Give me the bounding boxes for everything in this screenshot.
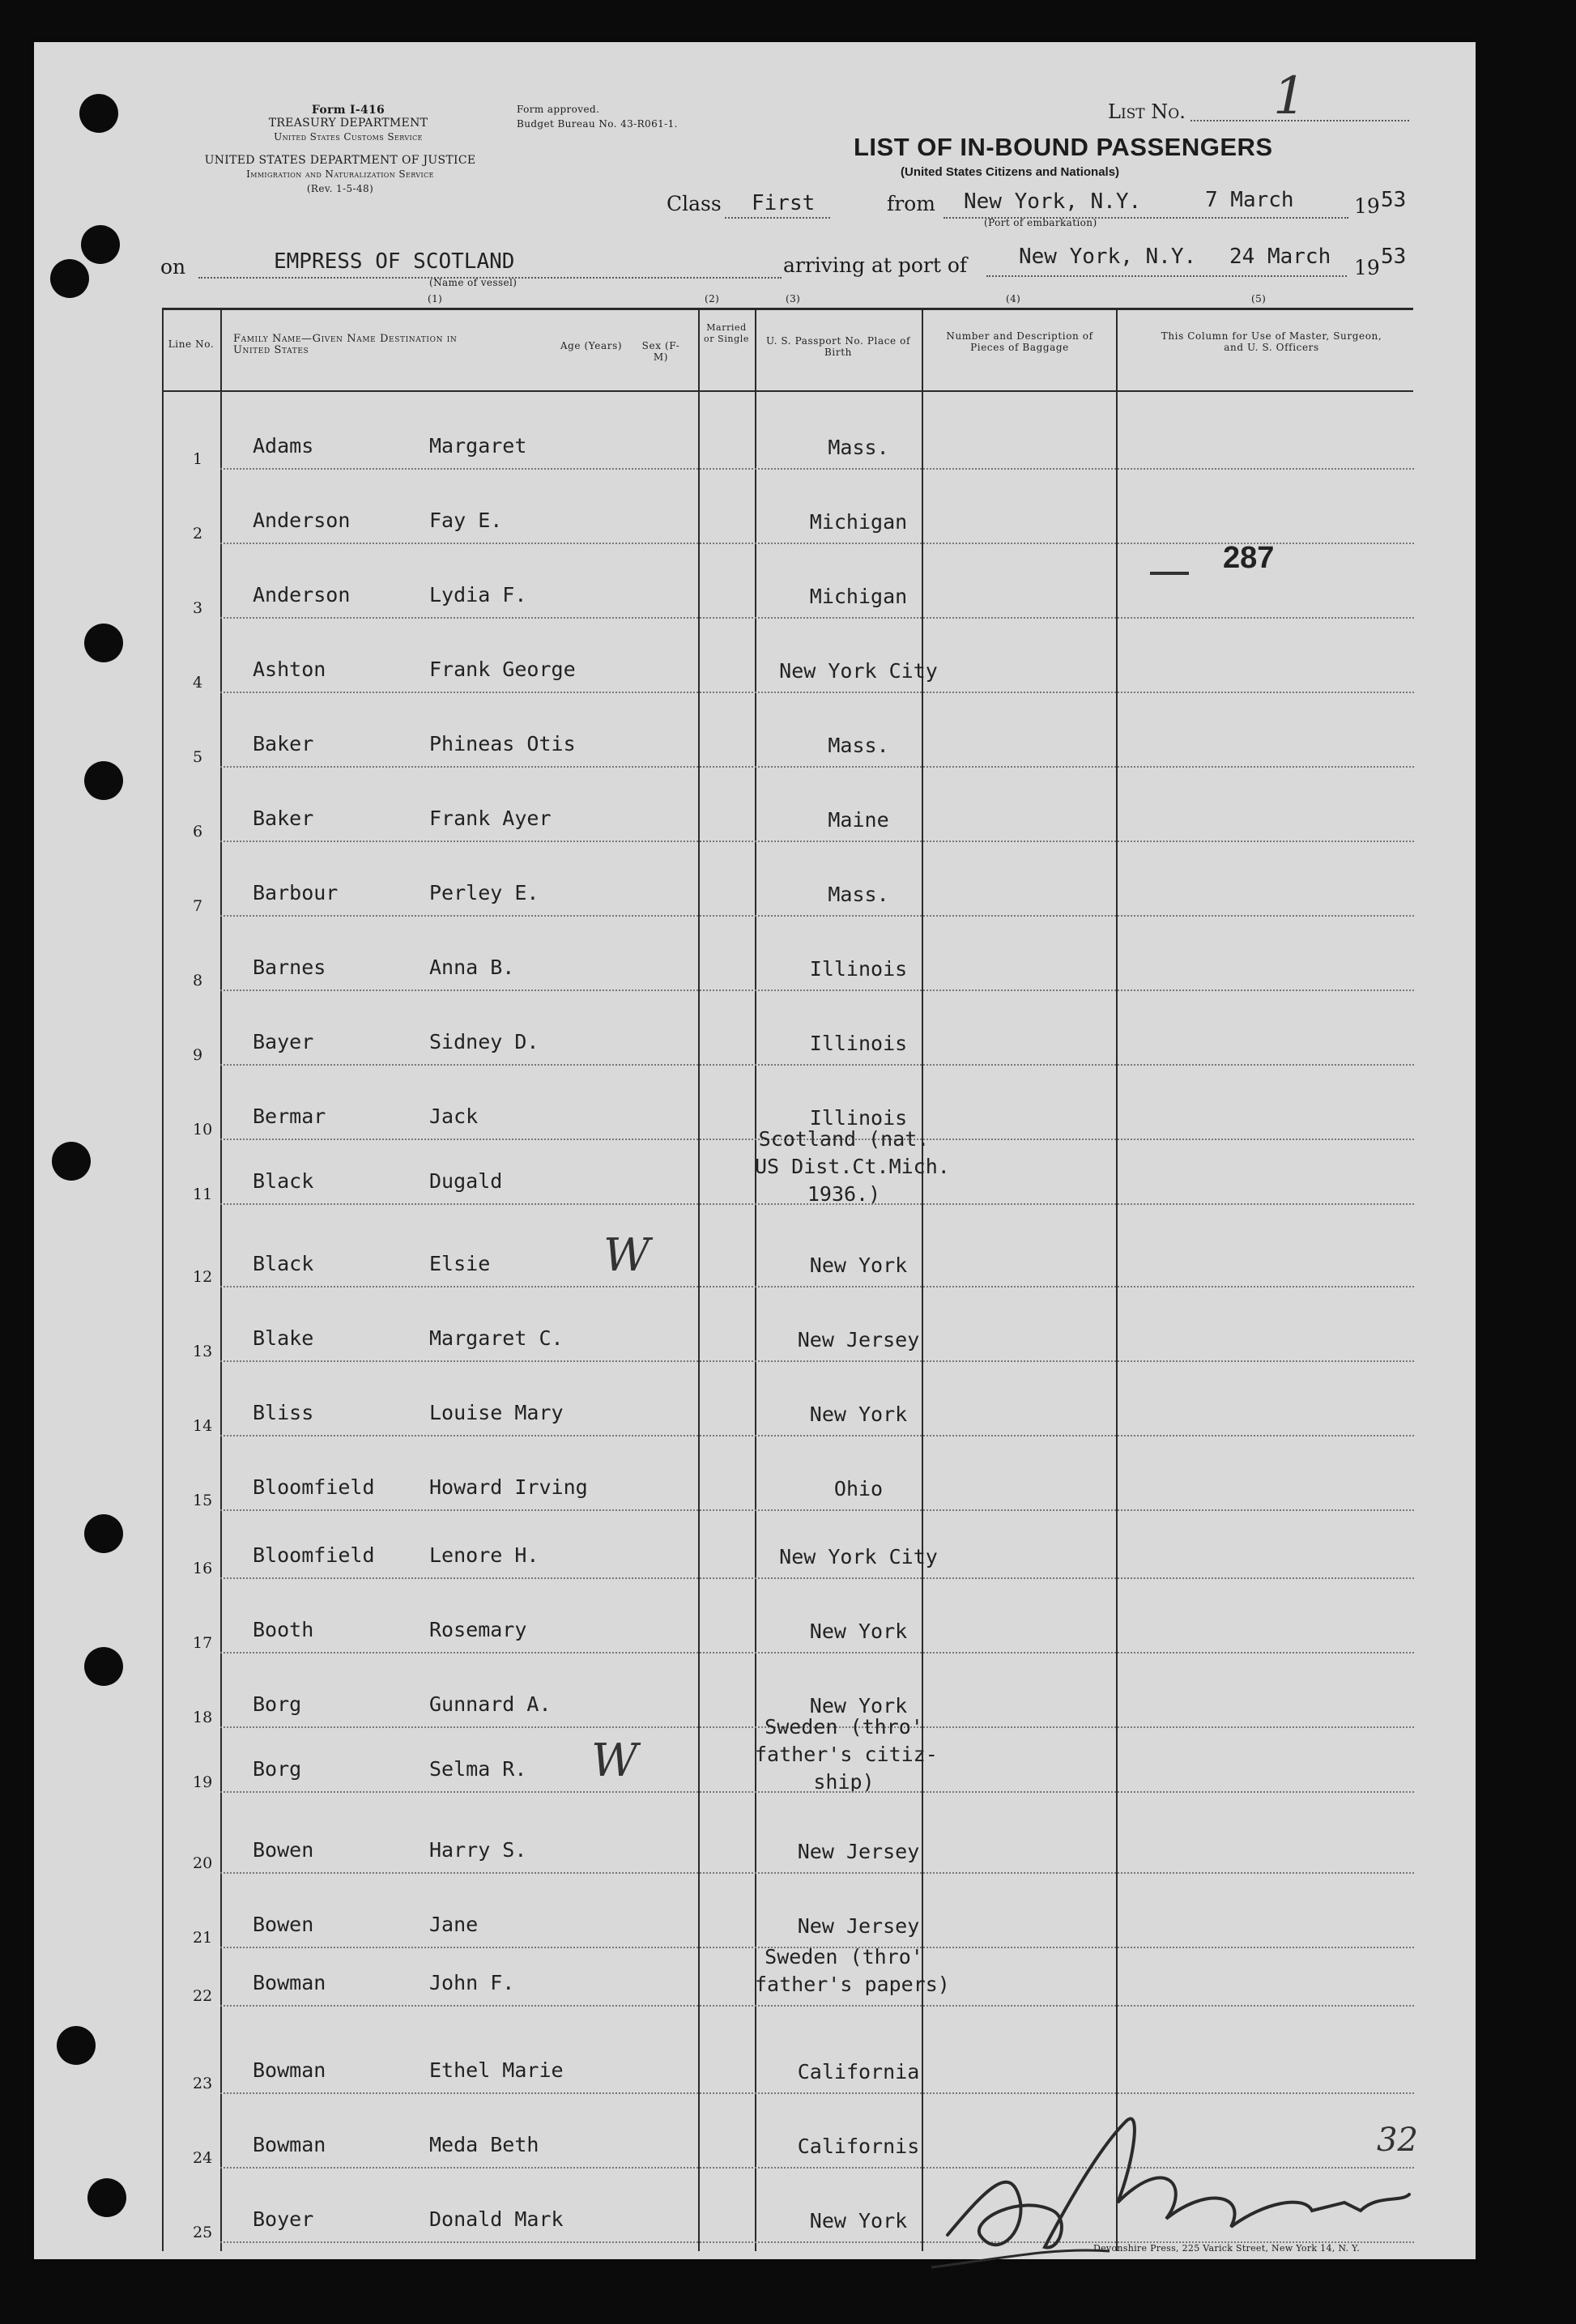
line-number: 15	[193, 1492, 213, 1509]
line-number: 19	[193, 1773, 213, 1791]
family-name: Anderson	[253, 583, 351, 607]
line-number: 3	[193, 599, 203, 617]
handwritten-mark: W	[591, 1734, 638, 1787]
line-number: 5	[193, 748, 203, 766]
place-of-birth: Maine	[828, 808, 889, 832]
line-number: 2	[193, 525, 203, 543]
given-name: Lenore H.	[429, 1543, 539, 1567]
given-name: Rosemary	[429, 1618, 527, 1641]
family-name: Bloomfield	[253, 1543, 375, 1567]
printer-imprint: Devonshire Press, 225 Varick Street, New York 14, N. Y.	[1093, 2243, 1361, 2254]
family-name: Booth	[253, 1618, 314, 1641]
family-name: Barnes	[253, 956, 326, 979]
family-name: Blake	[253, 1326, 314, 1350]
col-divider-officers	[1116, 308, 1118, 2251]
line-number: 22	[193, 1987, 213, 2005]
place-of-birth: New York	[809, 2209, 908, 2232]
row-divider	[220, 468, 1414, 470]
form-number: Form I-416	[311, 104, 385, 117]
given-name: Frank Ayer	[429, 807, 552, 830]
row-divider	[220, 2005, 1414, 2007]
place-of-birth: New Jersey	[797, 1328, 920, 1351]
place-of-birth: Scotland (nat. US Dist.Ct.Mich. 1936.)	[755, 1127, 950, 1206]
from-port: New York, N.Y.	[964, 189, 1142, 214]
place-of-birth: California	[797, 2060, 920, 2084]
line-number: 13	[193, 1343, 213, 1360]
from-date: 7 March	[1205, 188, 1294, 212]
col-num-1: (1)	[428, 293, 443, 304]
given-name: Harry S.	[429, 1838, 527, 1862]
place-of-birth: Mass.	[828, 883, 889, 906]
from-label: from	[887, 192, 935, 215]
given-name: Frank George	[429, 658, 576, 681]
list-no-label: List No.	[1108, 100, 1186, 123]
line-number: 16	[193, 1560, 213, 1577]
family-name: Bowman	[253, 1971, 326, 1994]
line-number: 4	[193, 674, 203, 692]
row-divider	[220, 1872, 1414, 1874]
given-name: John F.	[429, 1971, 515, 1994]
place-of-birth: Michigan	[809, 510, 908, 534]
year-value: 53	[1381, 188, 1407, 212]
line-number: 25	[193, 2224, 213, 2241]
col-num-4: (4)	[1006, 293, 1021, 304]
place-of-birth: Illinois	[809, 1032, 908, 1055]
line-number: 8	[193, 972, 203, 990]
col-num-5: (5)	[1251, 293, 1267, 304]
row-divider	[220, 1203, 1414, 1205]
place-of-birth: Sweden (thro' father's citiz- ship)	[755, 1715, 938, 1794]
line-number: 10	[193, 1121, 213, 1139]
given-name: Phineas Otis	[429, 732, 576, 756]
col-divider-name	[220, 308, 222, 2251]
revision: (Rev. 1-5-48)	[306, 183, 374, 194]
given-name: Jane	[429, 1913, 479, 1936]
given-name: Lydia F.	[429, 583, 527, 607]
punch-hole	[50, 259, 89, 298]
vessel-name: EMPRESS OF SCOTLAND	[274, 249, 515, 274]
line-number: 21	[193, 1929, 213, 1947]
given-name: Fay E.	[429, 509, 503, 532]
line-number: 9	[193, 1046, 203, 1064]
place-of-birth: New York City	[779, 659, 938, 683]
col-num-3: (3)	[786, 293, 801, 304]
family-name: Adams	[253, 434, 314, 458]
family-name: Bowman	[253, 2133, 326, 2156]
arrival-line	[986, 275, 1347, 277]
form-approved: Form approved.	[517, 104, 600, 115]
punch-hole	[84, 624, 123, 662]
line-number: 12	[193, 1268, 213, 1286]
punch-hole	[52, 1142, 91, 1181]
given-name: Sidney D.	[429, 1030, 539, 1053]
punch-hole	[57, 2026, 96, 2065]
col-header-baggage: Number and Description of Pieces of Baggage	[946, 330, 1093, 353]
family-name: Black	[253, 1252, 314, 1275]
given-name: Margaret	[429, 434, 527, 458]
row-divider	[220, 692, 1414, 693]
treasury-dept: TREASURY DEPARTMENT	[268, 117, 428, 130]
given-name: Meda Beth	[429, 2133, 539, 2156]
year-prefix: 19	[1354, 194, 1380, 218]
customs-service: United States Customs Service	[274, 131, 423, 143]
place-of-birth: Mass.	[828, 734, 889, 757]
given-name: Margaret C.	[429, 1326, 564, 1350]
place-of-birth: New York	[809, 1694, 908, 1717]
row-divider	[220, 1652, 1414, 1654]
punch-hole	[87, 2178, 126, 2217]
page-subtitle: (United States Citizens and Nationals)	[901, 165, 1120, 179]
given-name: Howard Irving	[429, 1475, 588, 1499]
col-divider-married	[698, 308, 700, 2251]
place-of-birth: Illinois	[809, 957, 908, 981]
line-number: 17	[193, 1634, 213, 1652]
table-left-border	[162, 308, 164, 2251]
col-header-line: Line No.	[168, 338, 215, 350]
place-of-birth: Mass.	[828, 436, 889, 459]
family-name: Bloomfield	[253, 1475, 375, 1499]
col-num-2: (2)	[705, 293, 720, 304]
row-divider	[220, 1064, 1414, 1066]
given-name: Louise Mary	[429, 1401, 564, 1424]
given-name: Donald Mark	[429, 2207, 564, 2231]
corner-note: 32	[1377, 2122, 1418, 2159]
family-name: Black	[253, 1169, 314, 1193]
table-top-border	[162, 308, 1413, 310]
line-number: 1	[193, 450, 203, 468]
arrival-date: 24 March	[1229, 245, 1331, 269]
row-divider	[220, 1360, 1414, 1362]
class-value: First	[752, 191, 816, 215]
family-name: Anderson	[253, 509, 351, 532]
place-of-birth: Illinois	[809, 1106, 908, 1130]
row-divider	[220, 766, 1414, 768]
inspector-signature	[923, 2073, 1458, 2292]
col-header-age: Age (Years)	[560, 340, 623, 351]
family-name: Bermar	[253, 1105, 326, 1128]
line-number: 18	[193, 1709, 213, 1726]
line-number: 14	[193, 1417, 213, 1435]
line-number: 20	[193, 1854, 213, 1872]
given-name: Perley E.	[429, 881, 539, 904]
family-name: Barbour	[253, 881, 339, 904]
justice-dept: UNITED STATES DEPARTMENT OF JUSTICE	[204, 154, 476, 167]
given-name: Dugald	[429, 1169, 503, 1193]
punch-hole	[84, 761, 123, 800]
port-note: (Port of embarkation)	[984, 217, 1097, 228]
line-number: 23	[193, 2075, 213, 2092]
line-number: 24	[193, 2149, 213, 2167]
col-header-sex: Sex (F-M)	[641, 340, 680, 363]
punch-hole	[84, 1514, 123, 1553]
family-name: Borg	[253, 1692, 302, 1716]
place-of-birth: New Jersey	[797, 1914, 920, 1938]
place-of-birth: New York	[809, 1402, 908, 1426]
row-divider	[220, 1286, 1414, 1288]
list-no-value: 1	[1273, 66, 1306, 126]
place-of-birth: Ohio	[833, 1477, 884, 1500]
family-name: Baker	[253, 732, 314, 756]
family-name: Ashton	[253, 658, 326, 681]
line-number: 6	[193, 823, 203, 841]
page-title: LIST OF IN-BOUND PASSENGERS	[854, 133, 1273, 161]
arriving-label: arriving at port of	[783, 253, 968, 277]
punch-hole	[79, 94, 118, 133]
row-divider	[220, 617, 1414, 619]
given-name: Jack	[429, 1105, 479, 1128]
family-name: Baker	[253, 807, 314, 830]
col-header-married: Married or Single	[704, 322, 749, 344]
arrival-port: New York, N.Y.	[1019, 245, 1197, 269]
family-name: Bowman	[253, 2058, 326, 2082]
row-divider	[220, 915, 1414, 917]
place-of-birth: New York City	[779, 1545, 938, 1568]
family-name: Borg	[253, 1757, 302, 1781]
row-divider	[220, 841, 1414, 842]
row-divider	[220, 1791, 1414, 1793]
given-name: Ethel Marie	[429, 2058, 564, 2082]
on-label: on	[160, 255, 186, 279]
arrival-year-value: 53	[1381, 245, 1407, 269]
table-header-border	[162, 390, 1413, 392]
row-divider	[220, 1509, 1414, 1511]
class-label: Class	[667, 192, 722, 215]
punch-hole	[81, 225, 120, 264]
given-name: Anna B.	[429, 956, 515, 979]
family-name: Boyer	[253, 2207, 314, 2231]
vessel-note: (Name of vessel)	[429, 277, 518, 288]
col-header-passport: U. S. Passport No. Place of Birth	[765, 335, 911, 358]
class-line	[725, 217, 830, 219]
punch-hole	[84, 1647, 123, 1686]
given-name: Selma R.	[429, 1757, 527, 1781]
arrival-year-prefix: 19	[1354, 256, 1380, 279]
line-number: 7	[193, 897, 203, 915]
place-of-birth: Sweden (thro' father's papers)	[755, 1945, 950, 1996]
row-divider	[220, 990, 1414, 991]
family-name: Bliss	[253, 1401, 314, 1424]
given-name: Gunnard A.	[429, 1692, 552, 1716]
place-of-birth: Californis	[797, 2135, 920, 2158]
family-name: Bayer	[253, 1030, 314, 1053]
place-of-birth: Michigan	[809, 585, 908, 608]
line-number: 11	[193, 1185, 213, 1203]
family-name: Bowen	[253, 1838, 314, 1862]
ins-service: Immigration and Naturalization Service	[246, 168, 434, 180]
handwritten-mark: W	[603, 1229, 650, 1282]
place-of-birth: New York	[809, 1620, 908, 1643]
col-header-name: Family Name—Given Name Destination in United States	[233, 333, 458, 356]
stamp-number: 287	[1223, 541, 1275, 575]
family-name: Bowen	[253, 1913, 314, 1936]
place-of-birth: New York	[809, 1254, 908, 1277]
budget-bureau: Budget Bureau No. 43-R061-1.	[517, 118, 678, 130]
given-name: Elsie	[429, 1252, 491, 1275]
place-of-birth: New Jersey	[797, 1840, 920, 1863]
stamp-dash	[1150, 572, 1189, 575]
col-header-officers: This Column for Use of Master, Surgeon, and U. S. Officers	[1161, 330, 1382, 353]
row-divider	[220, 1435, 1414, 1437]
row-divider	[220, 1577, 1414, 1579]
